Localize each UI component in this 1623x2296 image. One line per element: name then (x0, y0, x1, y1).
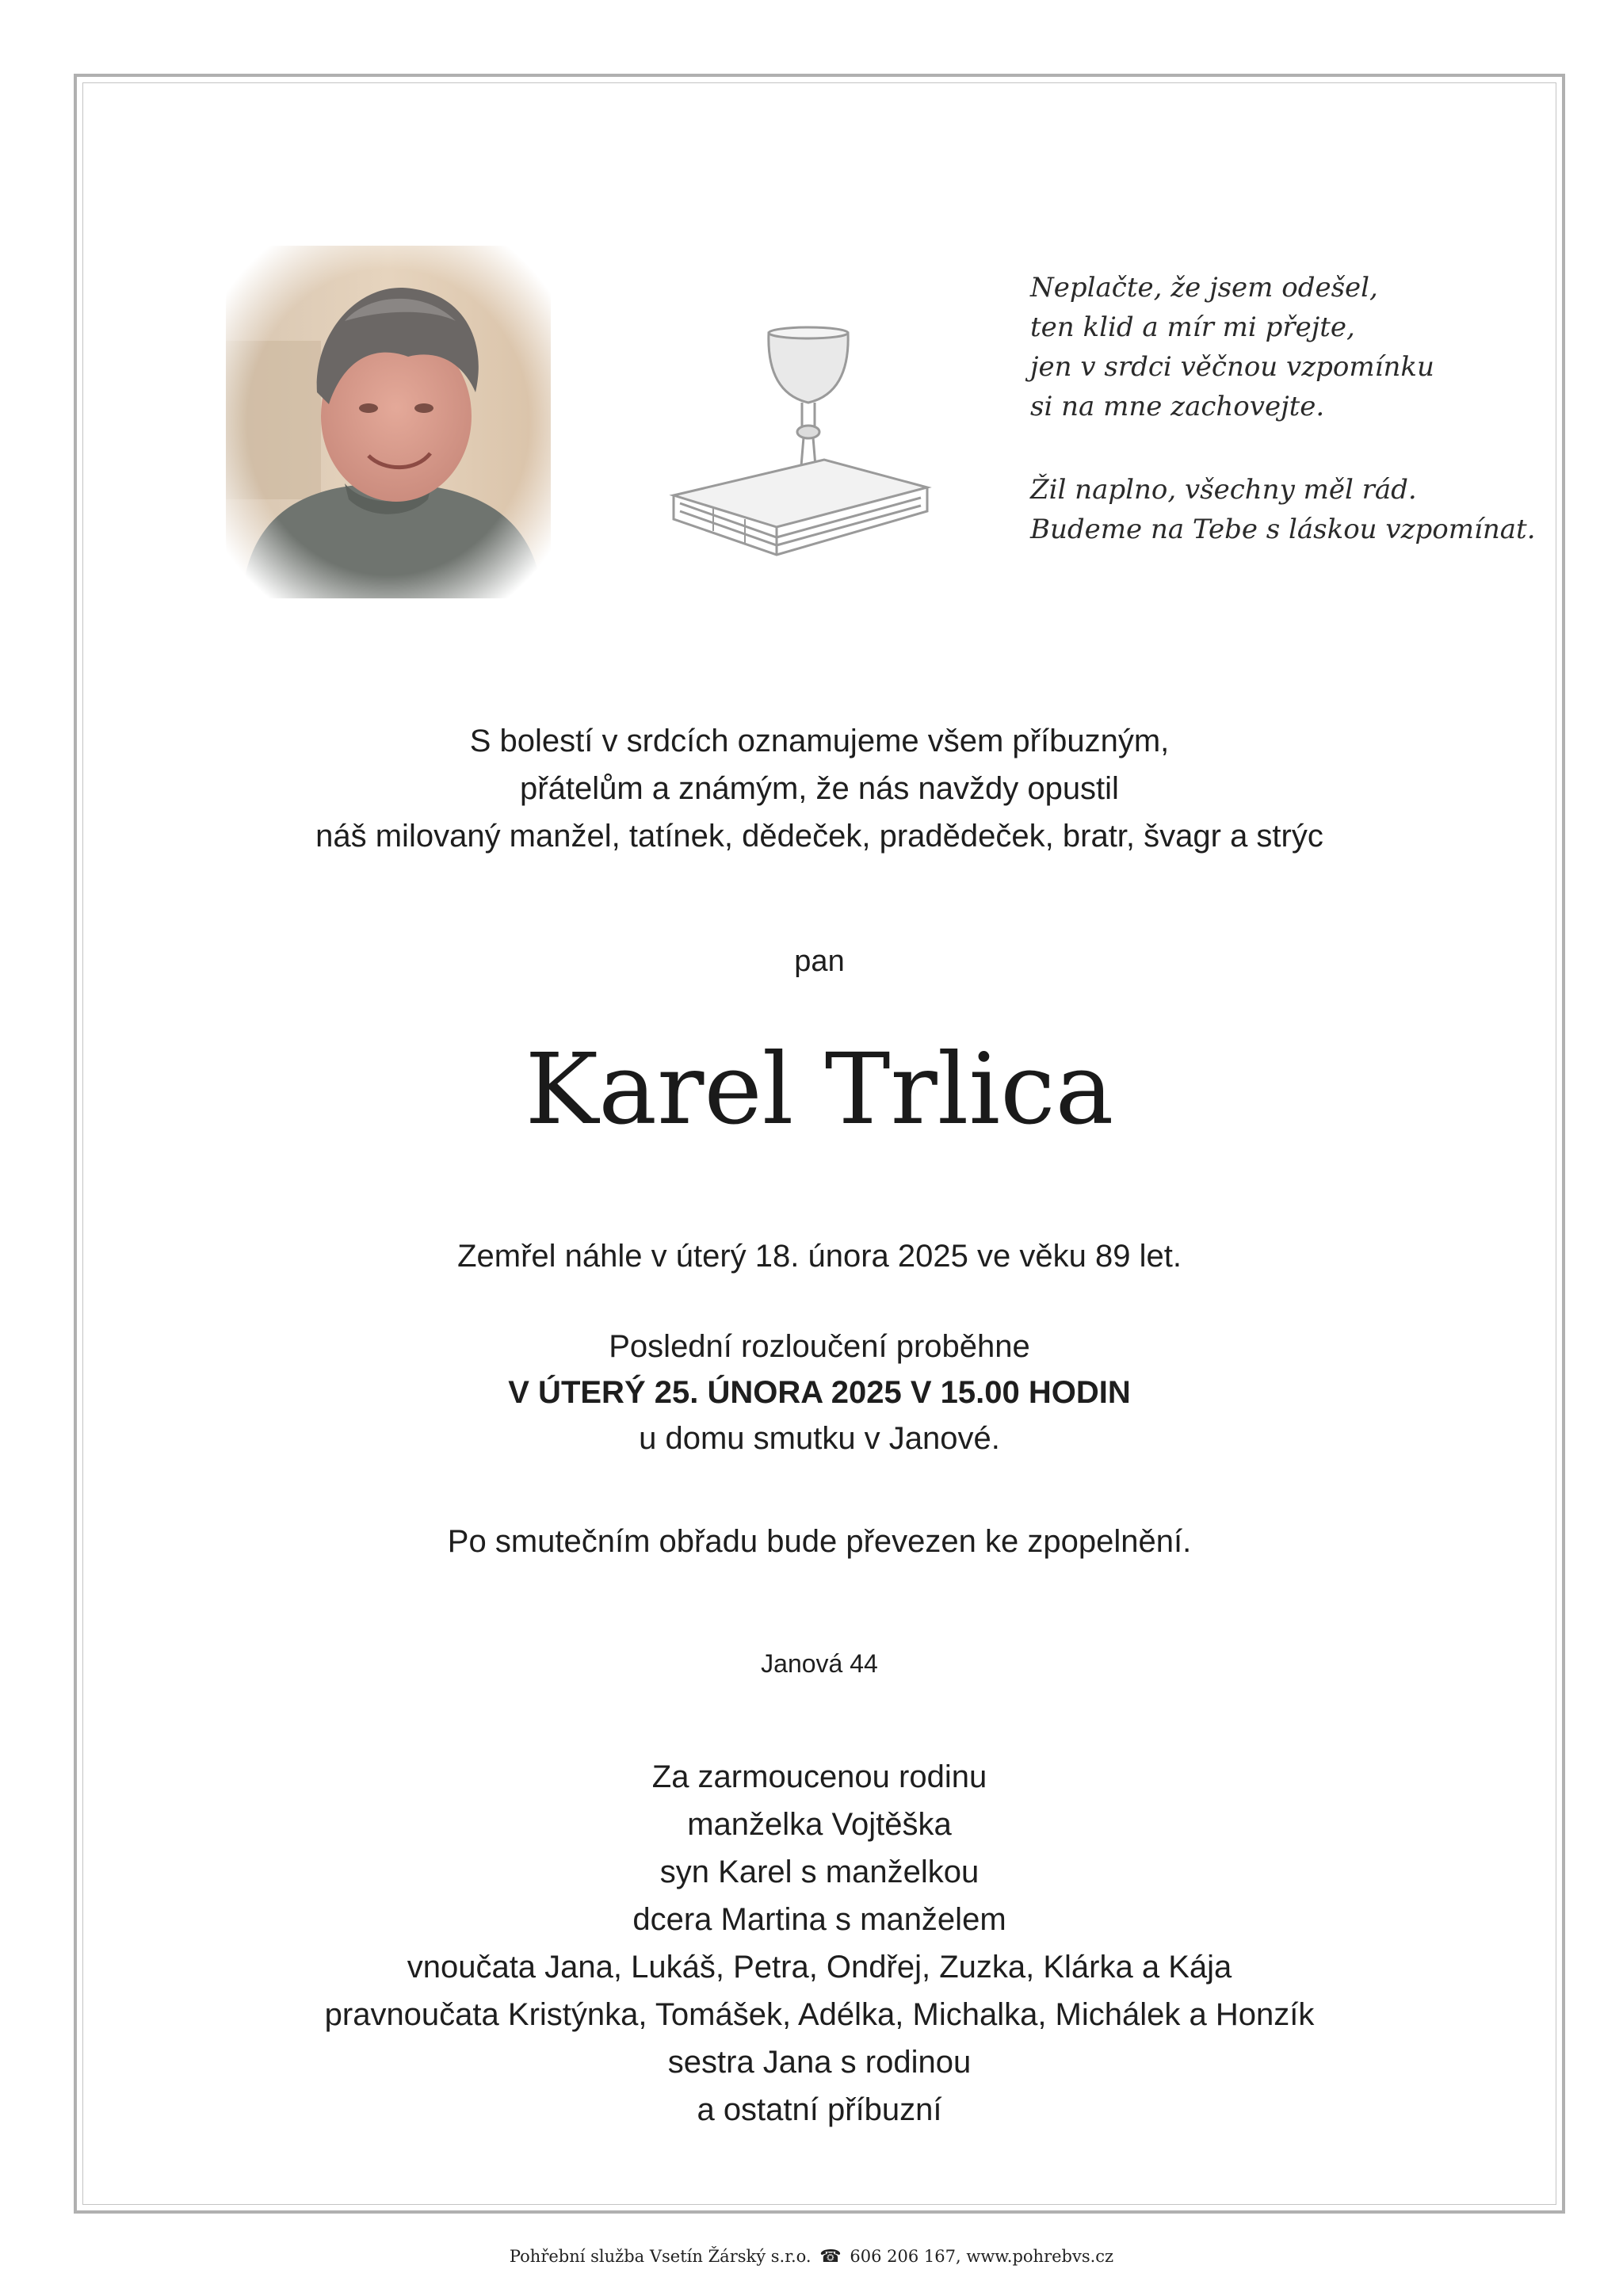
family-line: manželka Vojtěška (687, 1807, 952, 1842)
announcement-line: S bolestí v srdcích oznamujeme všem příbuzným, (469, 724, 1170, 758)
announcement-line: náš milovaný manžel, tatínek, dědeček, pradědeček, bratr, švagr a strýc (315, 819, 1323, 854)
deceased-name: Karel Trlica (525, 1033, 1114, 1147)
family-line: syn Karel s manželkou (659, 1855, 980, 1889)
chalice-book-icon (666, 317, 935, 571)
poem-line: Budeme na Tebe s láskou vzpomínat. (1030, 514, 1536, 545)
funeral-info (82, 1324, 1556, 1461)
poem (1030, 268, 1536, 549)
family-list (82, 1753, 1556, 2134)
family-line: pravnoučata Kristýnka, Tomášek, Adélka, Michalka, Michálek a Honzík (324, 1997, 1315, 2032)
portrait-photo (226, 246, 551, 598)
address: Janová 44 (761, 1649, 878, 1678)
announcement (82, 717, 1556, 860)
funeral-place: u domu smutku v Janové. (639, 1421, 1000, 1456)
family-line: sestra Jana s rodinou (667, 2045, 972, 2080)
funeral-intro: Poslední rozloučení proběhne (609, 1329, 1030, 1364)
footer-company: Pohřební služba Vsetín Žárský s.r.o. (509, 2247, 812, 2266)
family-line: vnoučata Jana, Lukáš, Petra, Ondřej, Zuzka, Klárka a Kája (407, 1950, 1232, 1985)
phone-icon: ☎ (819, 2247, 842, 2267)
family-line: dcera Martina s manželem (632, 1902, 1006, 1937)
announcement-line: přátelům a známým, že nás navždy opustil (520, 771, 1119, 806)
footer (0, 2244, 1623, 2269)
poem-line: ten klid a mír mi přejte, (1030, 311, 1355, 343)
family-line: a ostatní příbuzní (697, 2092, 942, 2127)
family-line: Za zarmoucenou rodinu (651, 1759, 987, 1794)
footer-web[interactable]: www.pohrebvs.cz (966, 2247, 1114, 2266)
poem-line: jen v srdci věčnou vzpomínku (1030, 351, 1434, 383)
title-prefix: pan (794, 945, 845, 978)
poem-line: Žil naplno, všechny měl rád. (1030, 474, 1417, 506)
death-note: Zemřel náhle v úterý 18. února 2025 ve věku 89 let. (457, 1239, 1182, 1274)
cremation-note: Po smutečním obřadu bude převezen ke zpopelnění. (447, 1524, 1192, 1559)
poem-line: si na mne zachovejte. (1030, 391, 1325, 422)
poem-line: Neplačte, že jsem odešel, (1030, 272, 1378, 304)
footer-phone: 606 206 167, (850, 2247, 961, 2266)
funeral-datetime: V ÚTERÝ 25. ÚNORA 2025 V 15.00 HODIN (508, 1375, 1131, 1410)
